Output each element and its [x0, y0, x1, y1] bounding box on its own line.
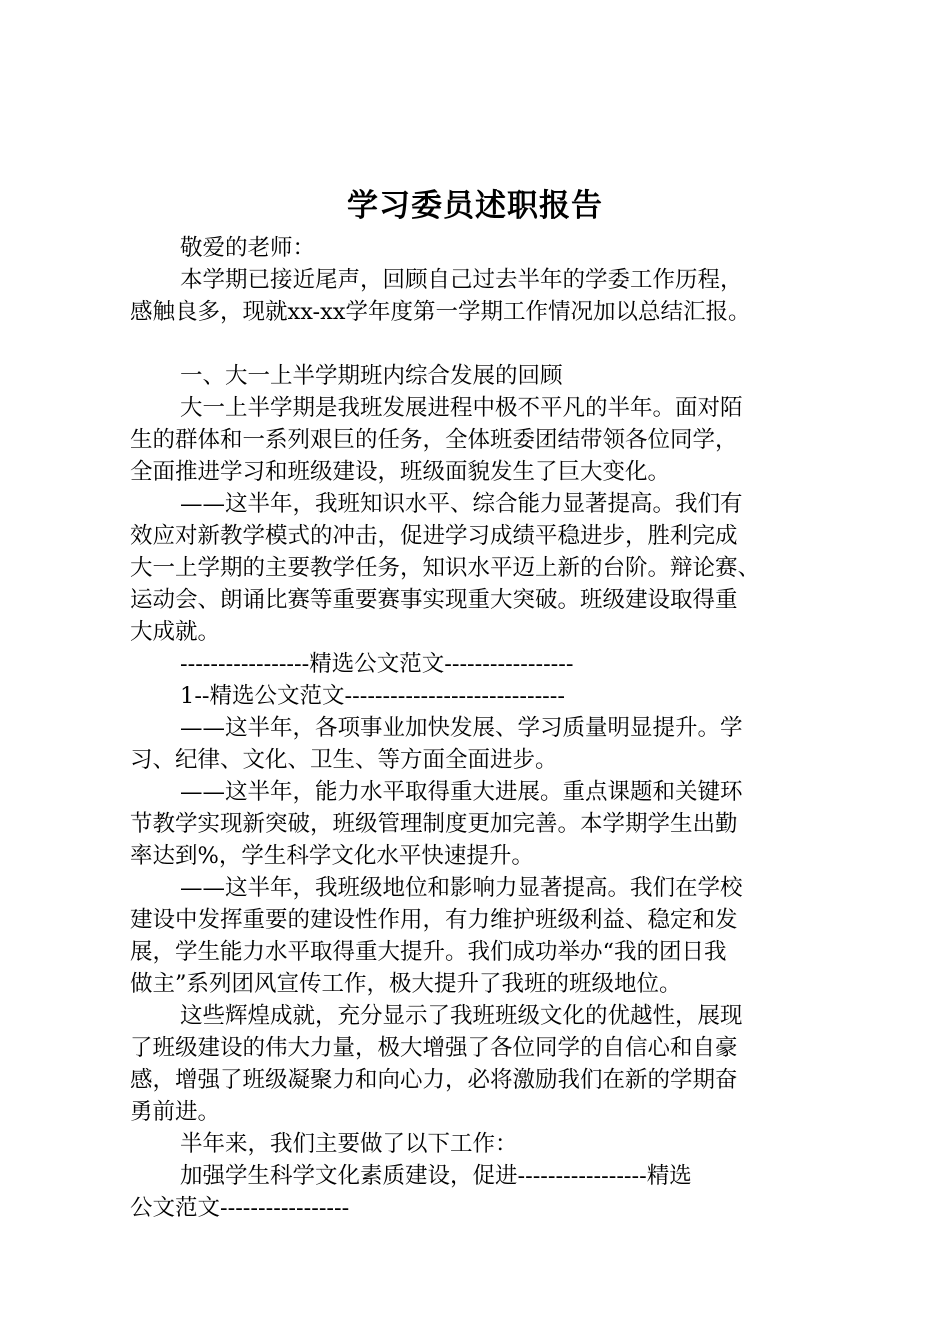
- text-line: ——这半年，我班级地位和影响力显著提高。我们在学校: [180, 875, 743, 901]
- text-line: 加强学生科学文化素质建设，促进-----------------精选: [180, 1163, 692, 1189]
- text-line: 这些辉煌成就，充分显示了我班班级文化的优越性，展现: [180, 1003, 743, 1029]
- text-line: 半年来，我们主要做了以下工作：: [180, 1131, 518, 1157]
- text-line: 本学期已接近尾声，回顾自己过去半年的学委工作历程，: [180, 267, 743, 293]
- text-line: 大一上半学期是我班发展进程中极不平凡的半年。面对陌: [180, 395, 743, 421]
- text-line: 了班级建设的伟大力量，极大增强了各位同学的自信心和自豪: [130, 1035, 738, 1061]
- text-line: 敬爱的老师：: [180, 235, 316, 261]
- blank-line: [130, 328, 830, 360]
- text-line: ——这半年，各项事业加快发展、学习质量明显提升。学: [180, 715, 743, 741]
- document-title: 学习委员述职报告: [347, 188, 603, 224]
- text-line: 效应对新教学模式的冲击，促进学习成绩平稳进步，胜利完成: [130, 523, 738, 549]
- text-line: 感触良多，现就xx-xx学年度第一学期工作情况加以总结汇报。: [130, 299, 751, 325]
- text-line: 大一上学期的主要教学任务，知识水平迈上新的台阶。辩论赛、: [130, 555, 761, 581]
- text-line: 运动会、朗诵比赛等重要赛事实现重大突破。班级建设取得重: [130, 587, 738, 613]
- text-line: 生的群体和一系列艰巨的任务，全体班委团结带领各位同学，: [130, 427, 738, 453]
- text-line: 建设中发挥重要的建设性作用，有力维护班级利益、稳定和发: [130, 907, 738, 933]
- text-line: 做主”系列团风宣传工作，极大提升了我班的班级地位。: [130, 971, 682, 997]
- text-line: 率达到%，学生科学文化水平快速提升。: [130, 843, 534, 869]
- document-body: [130, 232, 830, 1224]
- text-line: ——这半年，能力水平取得重大进展。重点课题和关键环: [180, 779, 743, 805]
- text-line: 全面推进学习和班级建设，班级面貌发生了巨大变化。: [130, 459, 671, 485]
- text-line: 一、大一上半学期班内综合发展的回顾: [180, 363, 563, 389]
- text-line: 公文范文-----------------: [130, 1195, 350, 1221]
- text-line: 大成就。: [130, 619, 221, 645]
- text-line: 展，学生能力水平取得重大提升。我们成功举办“我的团日我: [130, 939, 727, 965]
- text-line: 节教学实现新突破，班级管理制度更加完善。本学期学生出勤: [130, 811, 738, 837]
- text-line: 1--精选公文范文-----------------------------: [180, 683, 565, 709]
- text-line: 感，增强了班级凝聚力和向心力，必将激励我们在新的学期奋: [130, 1067, 738, 1093]
- text-line: 习、纪律、文化、卫生、等方面全面进步。: [130, 747, 558, 773]
- text-line: -----------------精选公文范文-----------------: [180, 651, 574, 677]
- text-line: 勇前进。: [130, 1099, 221, 1125]
- text-line: ——这半年，我班知识水平、综合能力显著提高。我们有: [180, 491, 743, 517]
